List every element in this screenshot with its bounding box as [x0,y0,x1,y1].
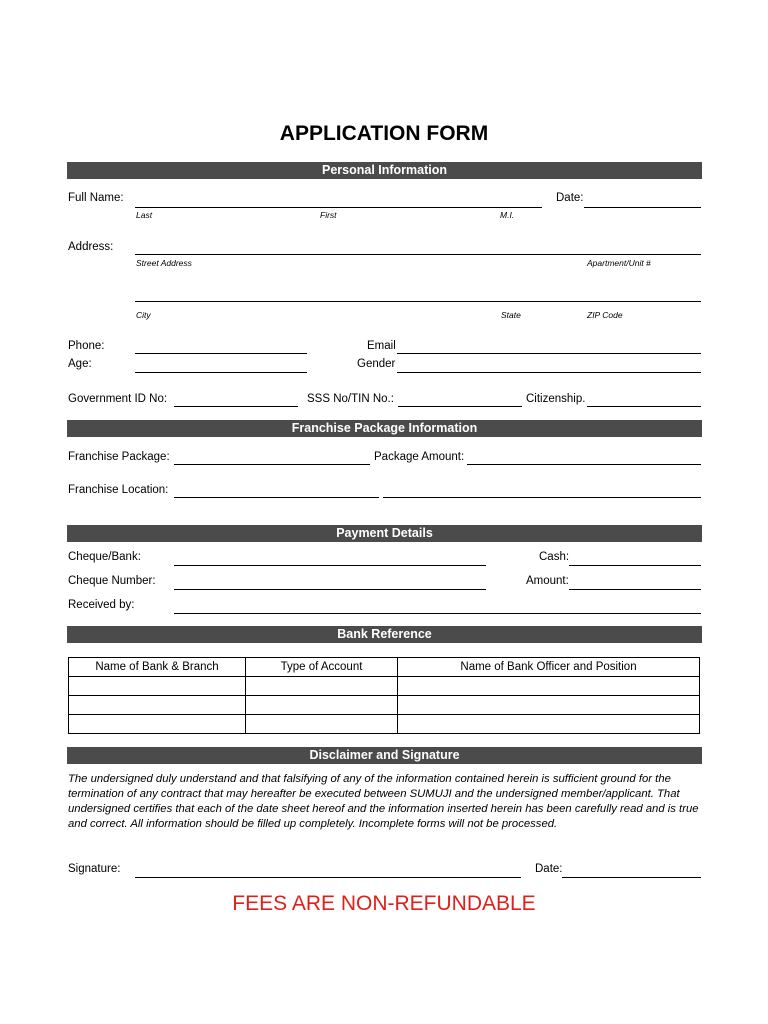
amount-label: Amount: [526,575,569,587]
apartment-caption: Apartment/Unit # [587,258,651,268]
franchise-location-label: Franchise Location: [68,484,169,496]
section-header-disclaimer: Disclaimer and Signature [67,747,702,764]
full-name-label: Full Name: [68,192,124,204]
section-header-franchise: Franchise Package Information [67,420,702,437]
package-amount-field[interactable] [467,464,701,465]
state-caption: State [501,310,521,320]
middle-initial-caption: M.I. [500,210,515,220]
received-by-field[interactable] [174,613,701,614]
age-field[interactable] [135,372,307,373]
section-header-bank: Bank Reference [67,626,702,643]
full-name-field[interactable] [135,207,542,208]
street-address-field[interactable] [135,254,701,255]
cheque-bank-label: Cheque/Bank: [68,551,141,563]
table-cell[interactable] [398,677,700,696]
date-label: Date: [556,192,584,204]
city-state-zip-field[interactable] [135,301,701,302]
table-cell[interactable] [246,696,398,715]
signature-date-label: Date: [535,863,563,875]
sss-tin-field[interactable] [398,406,522,407]
city-caption: City [136,310,151,320]
citizenship-field[interactable] [587,406,701,407]
page-title: APPLICATION FORM [279,122,489,145]
table-row [69,715,700,734]
received-by-label: Received by: [68,599,135,611]
column-header: Name of Bank & Branch [69,658,246,677]
gender-field[interactable] [397,372,701,373]
table-header-row [69,658,700,677]
fees-notice: FEES ARE NON-REFUNDABLE [232,892,536,915]
citizenship-label: Citizenship. [526,393,586,405]
section-header-payment: Payment Details [67,525,702,542]
zip-caption: ZIP Code [587,310,623,320]
government-id-field[interactable] [174,406,298,407]
email-field[interactable] [397,353,701,354]
signature-label: Signature: [68,863,121,875]
phone-label: Phone: [68,340,105,352]
phone-field[interactable] [135,353,307,354]
signature-date-field[interactable] [562,877,701,878]
date-field[interactable] [584,207,701,208]
bank-reference-table [68,657,700,734]
column-header: Name of Bank Officer and Position [398,658,700,677]
franchise-location-field-2[interactable] [383,497,701,498]
last-name-caption: Last [136,210,153,220]
cash-field[interactable] [569,565,701,566]
signature-field[interactable] [135,877,521,878]
first-name-caption: First [320,210,337,220]
disclaimer-text: The undersigned duly understand and that falsifying of any of the information contained herein is sufficient ground for the termination of any contract that may hereafter be executed between SUMUJI and the undersigned member/applicant. That undersigned certifies that each of the date sheet hereof and the information inserted herein has been carefully read and is true and correct. All information should be filled up completely. Incomplete forms will not be processed. [68,773,699,830]
section-header-personal: Personal Information [67,162,702,179]
package-amount-label: Package Amount: [374,451,465,463]
email-label: Email [367,340,396,352]
cheque-bank-field[interactable] [174,565,486,566]
age-label: Age: [68,358,92,370]
cash-label: Cash: [539,551,570,563]
franchise-package-label: Franchise Package: [68,451,170,463]
gender-label: Gender [357,358,396,370]
column-header: Type of Account [246,658,398,677]
table-cell[interactable] [69,715,246,734]
franchise-location-field[interactable] [174,497,379,498]
table-cell[interactable] [398,715,700,734]
street-address-caption: Street Address [136,258,192,268]
table-row [69,696,700,715]
table-cell[interactable] [69,696,246,715]
table-row [69,677,700,696]
cheque-number-label: Cheque Number: [68,575,156,587]
table-cell[interactable] [246,677,398,696]
franchise-package-field[interactable] [174,464,370,465]
table-cell[interactable] [246,715,398,734]
address-label: Address: [68,241,114,253]
table-cell[interactable] [69,677,246,696]
sss-tin-label: SSS No/TIN No.: [307,393,394,405]
cheque-number-field[interactable] [174,589,486,590]
table-cell[interactable] [398,696,700,715]
government-id-label: Government ID No: [68,393,168,405]
amount-field[interactable] [569,589,701,590]
